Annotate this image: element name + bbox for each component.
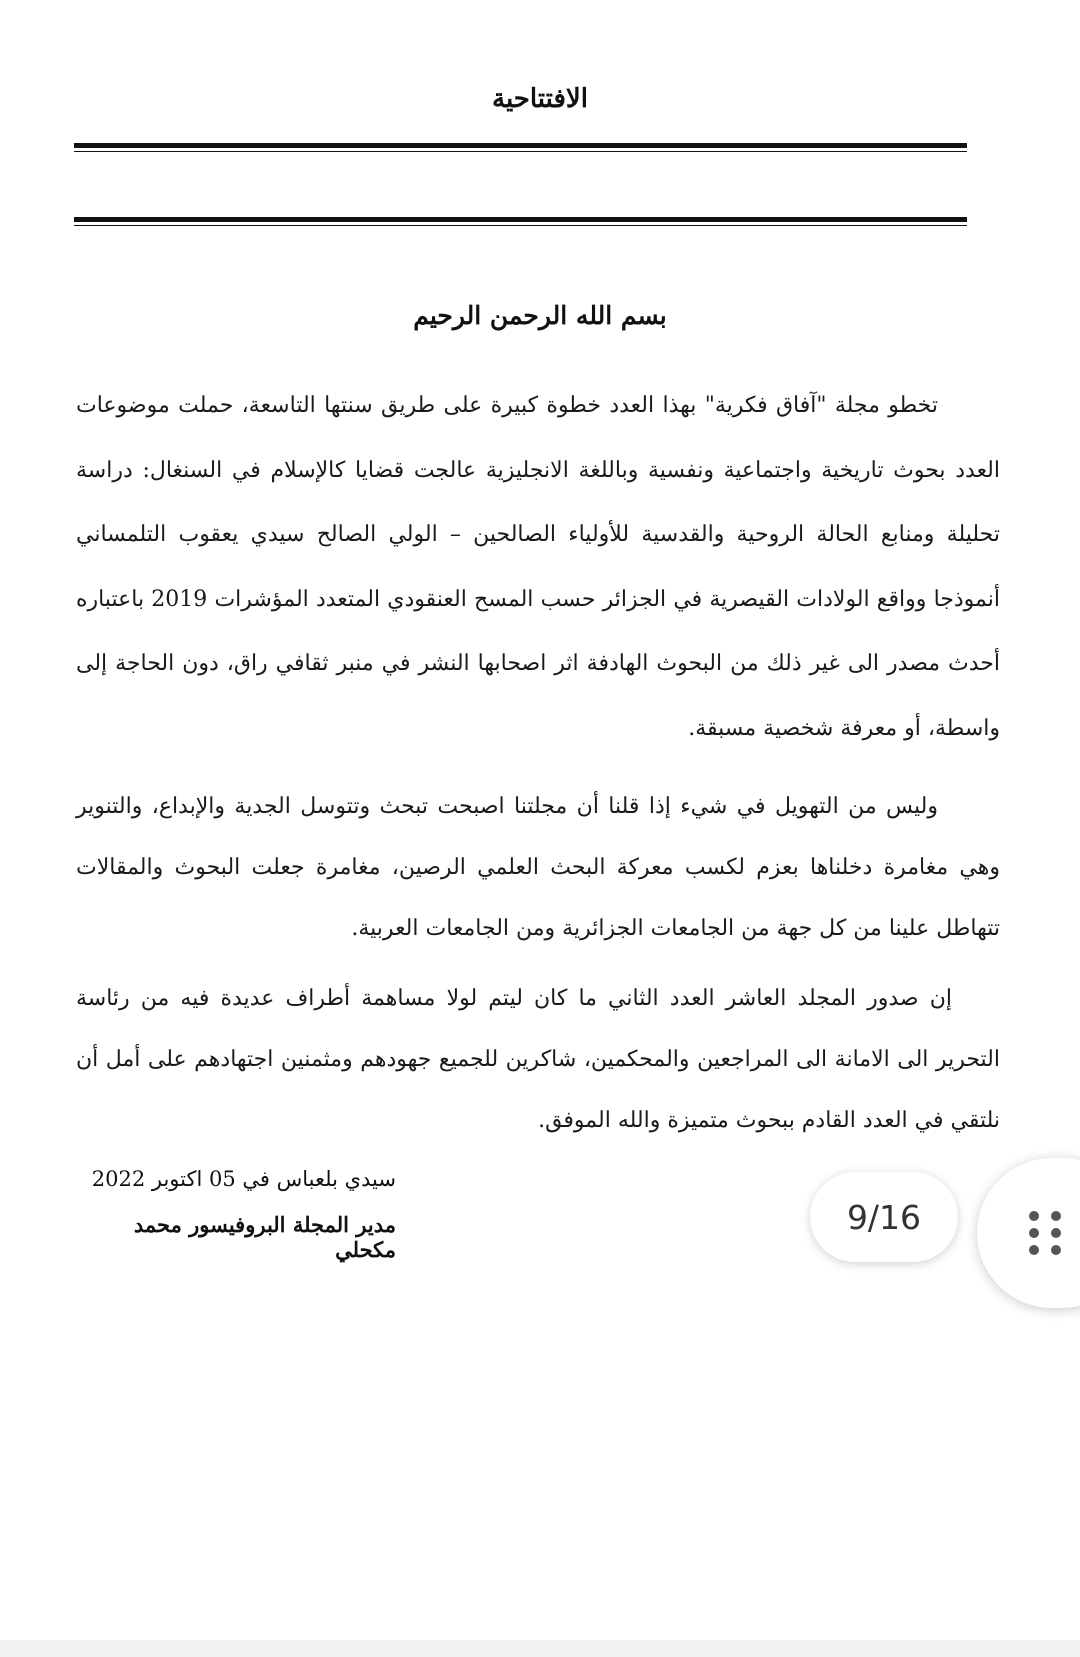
editorial-title: الافتتاحية [492,84,588,114]
basmala-heading: بسم الله الرحمن الرحيم [413,301,667,330]
paragraph-3: إن صدور المجلد العاشر العدد الثاني ما كان ليتم لولا مساهمة أطراف عديدة فيه من رئاسة التحرير الى الامانة الى المراجعين والمحكمين، شاكرين للجميع جهودهم ومثمنين اجتهادهم على أمل أن نلتقي في العدد القادم ببحوث متميزة والله الموفق. [76,986,1000,1133]
top-divider [74,143,967,152]
bottom-divider [74,217,967,226]
paragraph-1: تخطو مجلة "آفاق فكرية" بهذا العدد خطوة كبيرة على طريق سنتها التاسعة، حملت موضوعات العدد بحوث تاريخية واجتماعية ونفسية وباللغة الانجليزية عالجت قضايا كالإسلام في السنغال: دراسة تحليلة ومنابع الحالة الروحية والقدسية للأولياء الصالحين – الولي الصالح سيدي يعقوب التلمساني أنموذجا وواقع الولادات القيصرية في الجزائر حسب المسح العنقودي المتعدد المؤشرات 2019 باعتباره أحدث مصدر الى غير ذلك من البحوث الهادفة اثر اصحابها النشر في منبر ثقافي راق، دون الحاجة إلى واسطة، أو معرفة شخصية مسبقة. [76,393,1001,741]
signature-author: مدير المجلة البروفيسور محمد مكحلي [133,1212,396,1262]
paragraph-2: وليس من التهويل في شيء إذا قلنا أن مجلتنا اصبحت تبحث وتتوسل الجدية والإبداع، والتنوير وهي مغامرة دخلناها بعزم لكسب معركة البحث العلمي الرصين، مغامرة جعلت البحوث والمقالات تتهاطل علينا من كل جهة من الجامعات الجزائرية ومن الجامعات العربية. [76,794,1000,941]
signature-place-date: سيدي بلعباس في 05 اكتوبر 2022 [91,1167,396,1191]
grid-dots-icon [1028,1210,1068,1256]
page-indicator[interactable]: 9/16 [810,1172,958,1262]
